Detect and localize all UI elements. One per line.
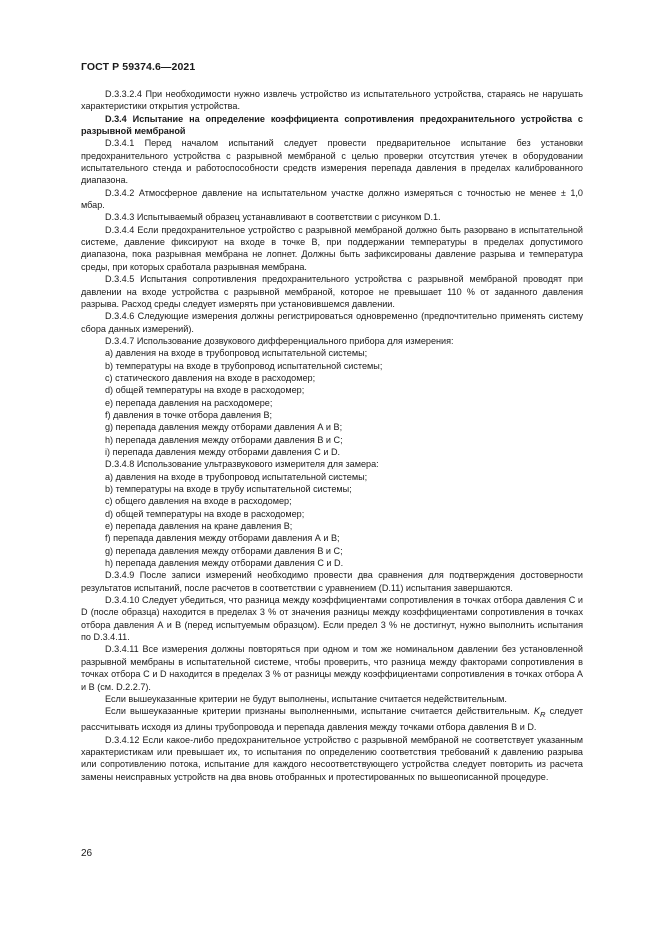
document-header: ГОСТ Р 59374.6—2021 [81, 61, 196, 73]
list-item: d) общей температуры на входе в расходомер; [105, 385, 305, 396]
list-item: e) перепада давления на кране давления В; [105, 521, 293, 532]
paragraph-d3324: D.3.3.2.4 При необходимости нужно извлечь устройство из испытательного устройства, стараясь не нарушать характеристики открытия устройства. [81, 89, 583, 112]
document-body [81, 88, 583, 783]
section-heading-d34: D.3.4 Испытание на определение коэффициента сопротивления предохранительного устройства с разрывной мембраной [81, 113, 583, 137]
list-item: f) перепада давления между отборами давления А и В; [105, 533, 340, 544]
kr-text-before: Если вышеуказанные критерии признаны выполненными, испытание считается действительным. [105, 706, 534, 717]
paragraph-d342: D.3.4.2 Атмосферное давление на испытательном участке должно измеряться с точностью не менее ± 1,0 мбар. [81, 187, 583, 211]
kr-text-after: следует рассчитывать исходя из длины трубопровода и перепада давления между точками отбора давления В и D. [81, 706, 583, 733]
paragraph-d343: D.3.4.3 Испытываемый образец устанавливают в соответствии с рисунком D.1. [105, 212, 441, 223]
paragraph-d347: D.3.4.7 Использование дозвукового дифференциального прибора для измерения: [105, 335, 454, 346]
paragraph-d344: D.3.4.4 Если предохранительное устройство с разрывной мембраной должно быть разорвано в испытательной системе, давление фиксируют на входе в точке В, при поддержании температуры в пределах допустимого диапазона, пока разрывная мембрана не лопнет. Должны быть зафиксированы давление разрыва и температура среды, при которых сработала разрывная мембрана. [81, 224, 583, 272]
list-item: e) перепада давления на расходомере; [105, 397, 273, 408]
paragraph-d348: D.3.4.8 Использование ультразвукового измерителя для замера: [105, 459, 379, 470]
paragraph-d3410: D.3.4.10 Следует убедиться, что разница между коэффициентами сопротивления в точках отбора давления С и D (после образца) находится в пределах 3 % от значения разницы между коэффициентами сопротивления в точках отбора давления А и В (перед испытуемым образцом). Если предел 3 % не достигнут, нужно выполнить испытания по D.3.4.11. [81, 595, 583, 643]
list-item: c) общего давления на входе в расходомер; [105, 496, 292, 507]
list-item: b) температуры на входе в трубопровод испытательной системы; [105, 360, 383, 371]
list-item: b) температуры на входе в трубу испытательной системы; [105, 484, 352, 494]
paragraph-d3411: D.3.4.11 Все измерения должны повторяться при одном и том же номинальном давлении без установленной разрывной мембраны в испытательной системе, чтобы проверить, что разница между факторами сопротивления в точках отбора С и D находится в пределах 3 % от разницы между коэффициентами сопротивления в точках отбора А и В (см. D.2.2.7). [81, 644, 583, 692]
kr-subscript: R [539, 710, 546, 719]
list-item: a) давления на входе в трубопровод испытательной системы; [105, 348, 368, 359]
paragraph-d341: D.3.4.1 Перед началом испытаний следует провести предварительное испытание без установки предохранительного устройства с разрывной мембраной с целью проверки отсутствия утечек в оборудовании испытательного стенда и работоспособности средств измерения перепада давления в пределах калиброванного диапазона. [81, 138, 583, 186]
list-item: c) статического давления на входе в расходомер; [105, 372, 316, 383]
list-item: a) давления на входе в трубопровод испытательной системы; [105, 471, 368, 482]
list-item: g) перепада давления между отборами давления А и В; [105, 422, 343, 433]
page-number: 26 [81, 848, 93, 859]
paragraph-criteria-not-met: Если вышеуказанные критерии не будут выполнены, испытание считается недействительным. [105, 693, 507, 704]
paragraph-criteria-met [81, 705, 583, 734]
list-item: h) перепада давления между отборами давления С и D. [105, 558, 344, 569]
paragraph-d346: D.3.4.6 Следующие измерения должны регистрироваться одновременно (предпочтительно применять систему сбора данных измерений). [81, 311, 583, 334]
paragraph-d349: D.3.4.9 После записи измерений необходимо провести два сравнения для подтверждения достоверности результатов испытаний, после расчетов в соответствии с уравнением (D.11) испытания завершаются. [81, 570, 583, 593]
kr-symbol: K [533, 706, 540, 717]
paragraph-d345: D.3.4.5 Испытания сопротивления предохранительного устройства с разрывной мембраной проводят при давлении на входе устройства с разрывной мембраной, которое не превышает 110 % от заданного давления разрыва. Расход среды следует измерять при установившемся давлении. [81, 274, 583, 309]
list-item: d) общей температуры на входе в расходомер; [105, 508, 305, 519]
list-item: h) перепада давления между отборами давления В и С; [105, 434, 343, 445]
list-item: f) давления в точке отбора давления В; [105, 409, 273, 420]
list-item: g) перепада давления между отборами давления В и С; [105, 545, 343, 556]
list-item: i) перепада давления между отборами давления С и D. [105, 446, 341, 457]
paragraph-d3412: D.3.4.12 Если какое-либо предохранительное устройство с разрывной мембраной не соответствует указанным характеристикам или превышает их, то испытания по определению соответствия требований к давлению разрыва или сопротивлению потока, испытание для каждого несоответствующего устройства следует повторить из расчета замены неисправных устройств на два вновь отобранных и протестированных по вышеописанной процедуре. [81, 734, 583, 782]
